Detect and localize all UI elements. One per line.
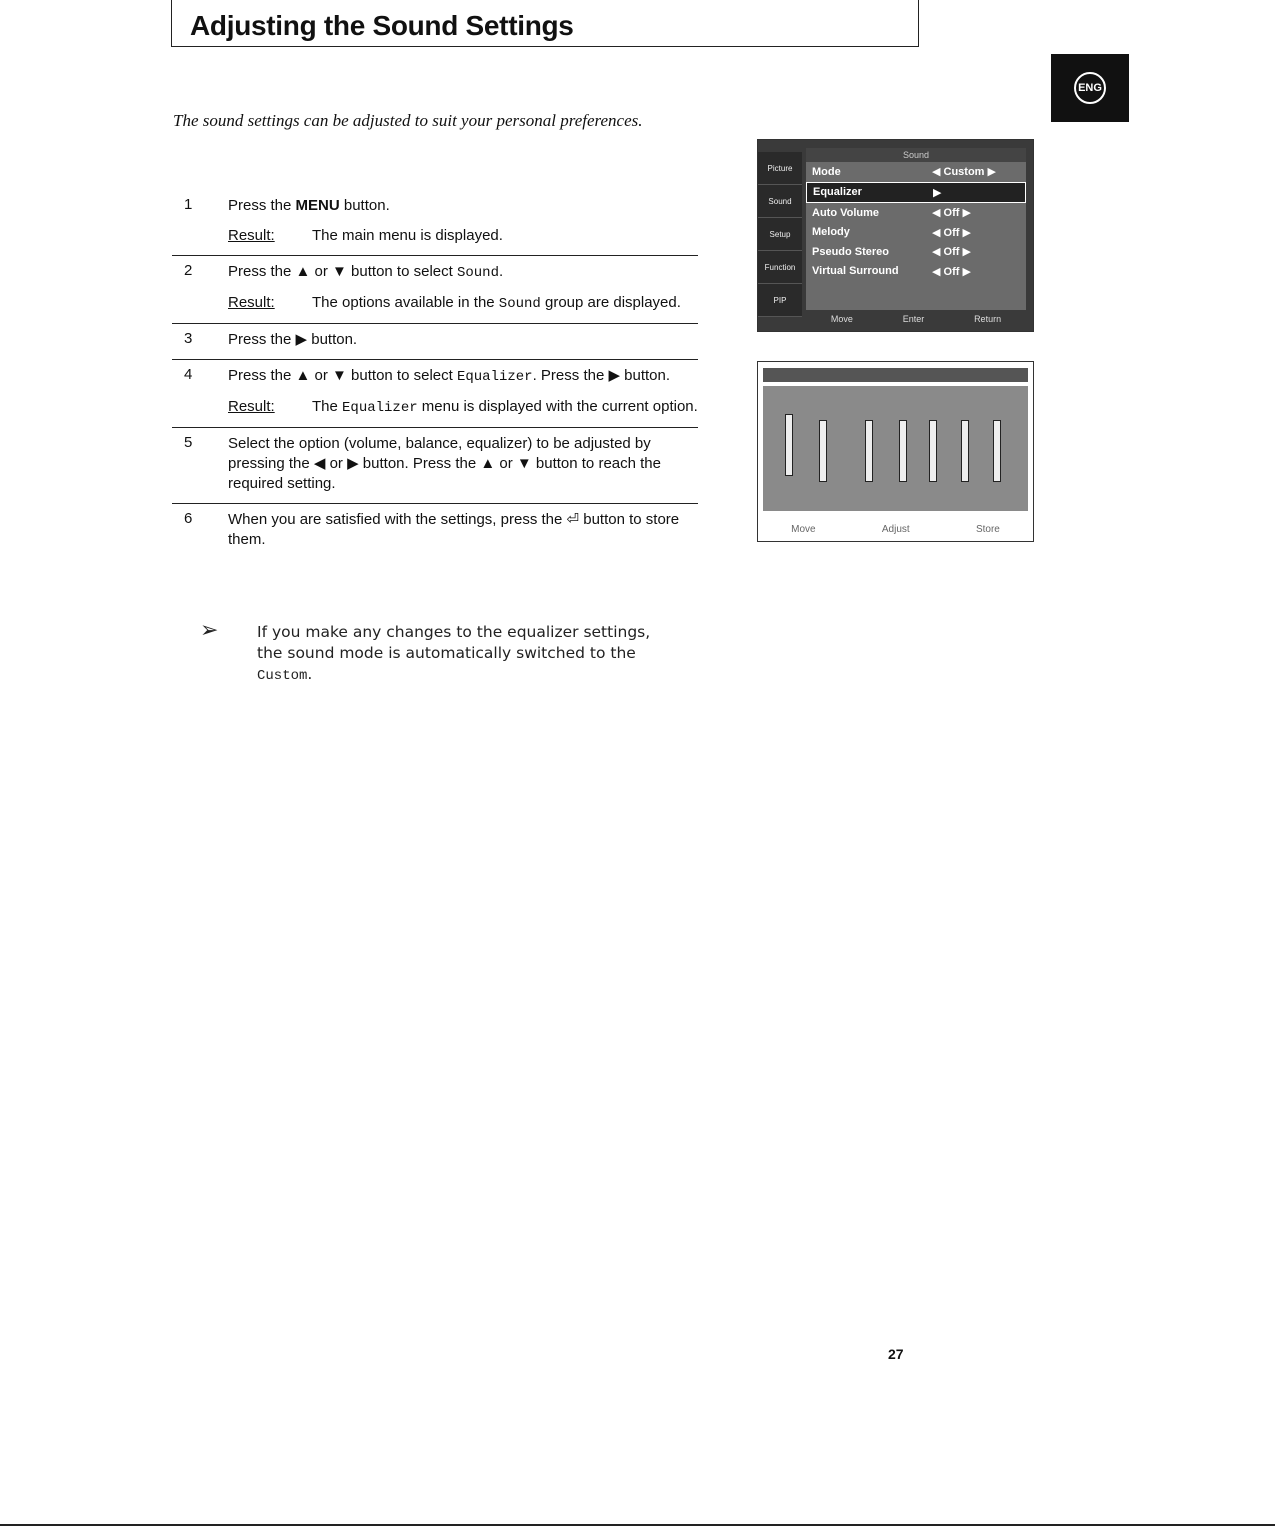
- step-text: Select the option (volume, balance, equalizer) to be adjusted by pressing the ◀ or ▶ button. Press the ▲ or ▼ button to reach the required setting.: [228, 435, 661, 492]
- menu-row-equalizer: Equalizer ▶: [806, 182, 1026, 204]
- step-6: [172, 504, 698, 559]
- step-text: Press the ▲ or ▼ button to select Equalizer. Press the ▶ button.: [228, 367, 671, 385]
- result-label: Result:: [228, 227, 275, 244]
- sound-menu-screenshot: [757, 139, 1034, 332]
- menu-footer: [806, 311, 1026, 327]
- intro-text: The sound settings can be adjusted to suit your personal preferences.: [173, 111, 643, 130]
- step-result: [228, 397, 698, 418]
- step-text: When you are satisfied with the settings, press the ⏎ button to store them.: [228, 511, 680, 548]
- page-number: 27: [888, 1346, 904, 1362]
- footer-return: Return: [974, 314, 1002, 324]
- step-4: [172, 360, 698, 428]
- footer-store: Store: [975, 523, 1000, 535]
- step-2: [172, 256, 698, 324]
- result-label: Result:: [228, 294, 275, 311]
- sidebar-item-function: Function: [758, 251, 802, 284]
- lang-badge: ENG: [1074, 72, 1106, 104]
- eq-slider: [929, 420, 937, 482]
- sidebar-item-pip: PIP: [758, 284, 802, 317]
- note-arrow-icon: ➢: [200, 618, 219, 643]
- menu-row-pseudo-stereo: Pseudo Stereo ◀ Off ▶: [812, 245, 971, 259]
- step-number: 5: [184, 434, 193, 451]
- menu-row-virtual-surround: Virtual Surround ◀ Off ▶: [812, 265, 971, 278]
- sidebar-item-picture: Picture: [758, 152, 802, 185]
- step-text: Press the ▲ or ▼ button to select Sound.: [228, 263, 504, 281]
- eq-slider: [865, 420, 873, 482]
- note: [200, 618, 680, 687]
- language-tab: [1051, 54, 1129, 122]
- menu-sidebar: [758, 152, 802, 316]
- eq-slider: [899, 420, 907, 482]
- eq-slider: [961, 420, 969, 482]
- step-number: 3: [184, 330, 193, 347]
- equalizer-title-bar: [763, 368, 1028, 382]
- eq-slider: [819, 420, 827, 482]
- result-text: The options available in the Sound group are displayed.: [312, 294, 681, 312]
- step-number: 6: [184, 510, 193, 527]
- eq-slider: [785, 414, 793, 476]
- step-5: [172, 428, 698, 504]
- steps-list: [172, 190, 698, 559]
- menu-panel: [806, 148, 1026, 310]
- page-title: Adjusting the Sound Settings: [190, 10, 574, 41]
- footer-move: Move: [791, 523, 816, 535]
- step-text: Press the MENU button.: [228, 197, 390, 214]
- menu-row-mode: Mode ◀ Custom ▶: [812, 165, 996, 179]
- step-number: 4: [184, 366, 193, 383]
- footer-rule: [0, 1524, 1275, 1526]
- step-3: [172, 324, 698, 360]
- equalizer-body: [763, 386, 1028, 511]
- footer-adjust: Adjust: [881, 523, 910, 535]
- step-text: Press the ▶ button.: [228, 331, 358, 348]
- result-text: The main menu is displayed.: [312, 227, 503, 244]
- eq-slider: [993, 420, 1001, 482]
- equalizer-footer: [758, 519, 1033, 539]
- title-box: [171, 0, 919, 47]
- step-number: 2: [184, 262, 193, 279]
- equalizer-screenshot: [757, 361, 1034, 542]
- footer-move: Move: [830, 314, 853, 324]
- note-text: If you make any changes to the equalizer settings, the sound mode is automatically switched to the Custom.: [257, 623, 651, 684]
- footer-enter: Enter: [902, 314, 925, 324]
- step-result: [228, 226, 698, 246]
- result-text: The Equalizer menu is displayed with the current option.: [312, 398, 698, 416]
- step-1: [172, 190, 698, 256]
- step-result: [228, 293, 698, 314]
- menu-row-melody: Melody ◀ Off ▶: [812, 226, 971, 239]
- menu-title: Sound: [806, 148, 1026, 162]
- step-number: 1: [184, 196, 193, 213]
- result-label: Result:: [228, 398, 275, 415]
- sidebar-item-setup: Setup: [758, 218, 802, 251]
- menu-row-auto-volume: Auto Volume ◀ Off ▶: [812, 206, 971, 220]
- sidebar-item-sound: Sound: [758, 185, 802, 218]
